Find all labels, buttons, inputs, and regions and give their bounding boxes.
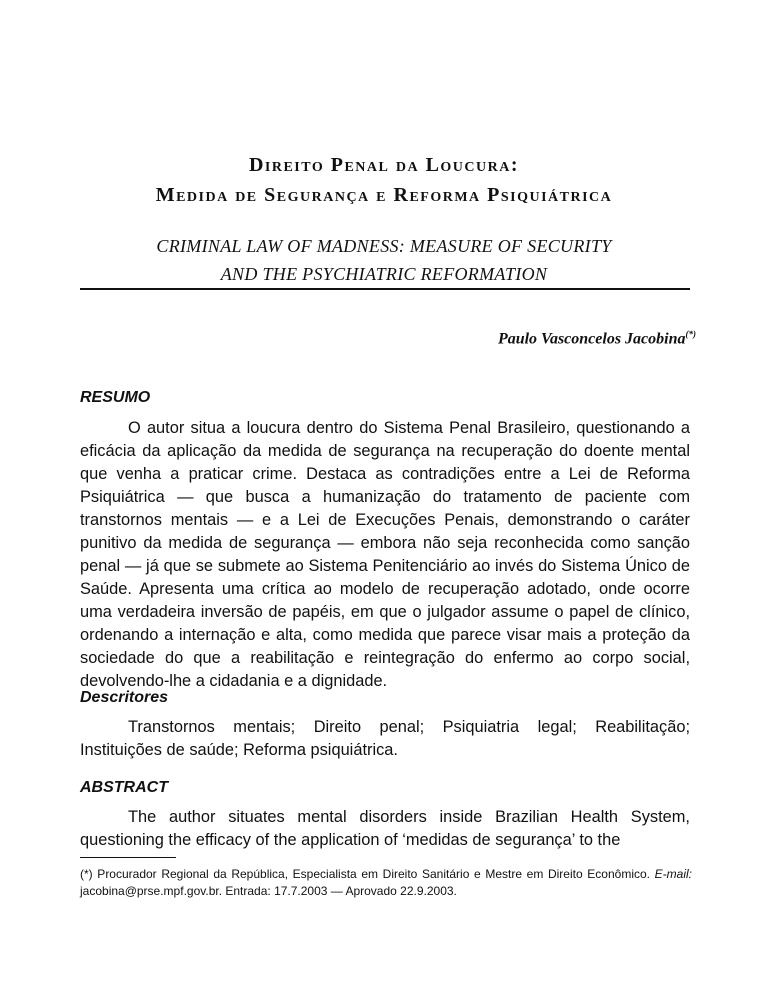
footnote-divider <box>80 857 176 858</box>
author-footnote-marker: (*) <box>685 329 696 339</box>
english-title-line-1: CRIMINAL LAW OF MADNESS: MEASURE OF SECURITY <box>156 236 612 256</box>
footnote <box>80 866 692 900</box>
resumo-heading: RESUMO <box>80 389 151 406</box>
english-title <box>0 232 768 288</box>
footnote-text: (*) Procurador Regional da República, Especialista em Direito Sanitário e Mestre em Direito Econômico. <box>80 867 655 881</box>
abstract-body: The author situates mental disorders inside Brazilian Health System, questioning the efficacy of the application of ‘medidas de segurança’ to the <box>80 808 690 849</box>
article-title <box>0 150 768 210</box>
author-name <box>498 329 696 348</box>
english-title-line-2: AND THE PSYCHIATRIC REFORMATION <box>220 264 548 284</box>
footnote-email-label: E-mail: <box>654 867 692 881</box>
title-line-1: Direito Penal da Loucura: <box>248 154 520 176</box>
title-line-2: Medida de Segurança e Reforma Psiquiátrica <box>155 184 613 206</box>
descritores-heading: Descritores <box>80 689 169 706</box>
resumo-body: O autor situa a loucura dentro do Sistema Penal Brasileiro, questionando a eficácia da aplicação da medida de segurança na recuperação do doente mental que venha a praticar crime. Destaca as contradições entre a Lei de Reforma Psiquiátrica — que busca a humanização do tratamento de paciente com transtornos mentais — e a Lei de Execuções Penais, demonstrando o caráter punitivo da medida de segurança — embora não seja reconhecida como sanção penal — já que se submete ao Sistema Penitenciário ao invés do Sistema Único de Saúde. Apresenta uma crítica ao modelo de recuperação adotado, onde ocorre uma verdadeira inversão de papéis, em que o julgador assume o papel de clínico, ordenando a internação e alta, como medida que parece visar mais a proteção da sociedade do que a reabilitação e reintegração do enfermo ao corpo social, devolvendo-lhe a cidadania e a dignidade. <box>80 419 690 690</box>
title-divider <box>80 288 690 290</box>
author-name-text: Paulo Vasconcelos Jacobina <box>497 330 686 348</box>
descritores-body: Transtornos mentais; Direito penal; Psiquiatria legal; Reabilitação; Instituições de saúde; Reforma psiquiátrica. <box>80 718 690 759</box>
footnote-email-and-dates: jacobina@prse.mpf.gov.br. Entrada: 17.7.2003 — Aprovado 22.9.2003. <box>80 884 457 898</box>
abstract-heading: ABSTRACT <box>80 779 168 796</box>
